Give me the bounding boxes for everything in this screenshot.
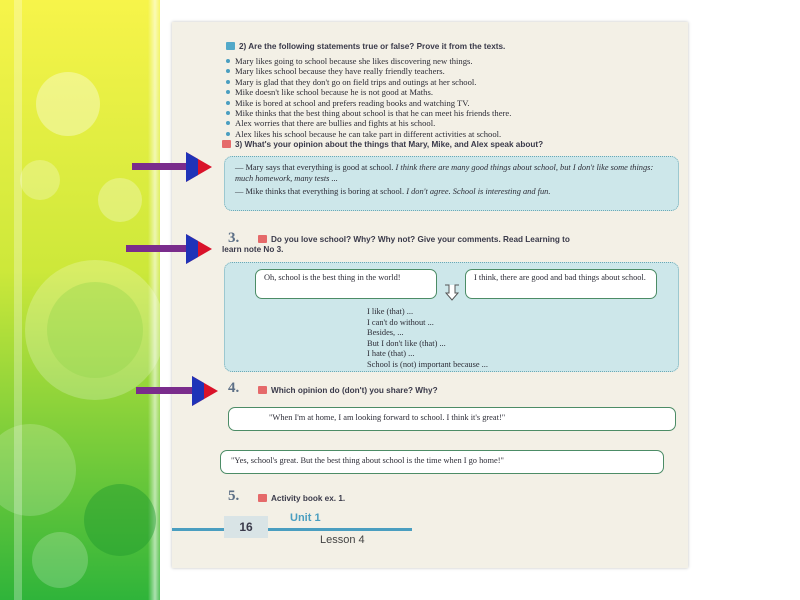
- lesson-label: Lesson 4: [320, 534, 365, 546]
- statement-item: Mary is glad that they don't go on field trips and outings at her school.: [226, 77, 676, 87]
- statement-item: Mike thinks that the best thing about school is that he can meet his friends there.: [226, 108, 676, 118]
- pointer-arrow-icon: [126, 232, 212, 266]
- phrase-item: School is (not) important because ...: [367, 359, 488, 369]
- statement-item: Mike is bored at school and prefers reading books and watching TV.: [226, 98, 676, 108]
- exercise-5-heading: Activity book ex. 1.: [258, 494, 345, 503]
- statement-item: Alex likes his school because he can take part in different activities at school.: [226, 129, 676, 139]
- useful-phrases-list: [367, 307, 488, 371]
- statement-item: Mary likes going to school because she likes discovering new things.: [226, 56, 676, 66]
- textbook-page: [172, 22, 688, 568]
- decorative-circle: [36, 72, 100, 136]
- statements-list: [226, 56, 676, 139]
- exercise-icon: [222, 140, 231, 148]
- mary-opinion-text: — Mary says that everything is good at school. I think there are many good things about school, but I don't like some things: much homework, many tests ...: [235, 163, 654, 183]
- mike-opinion-text: — Mike thinks that everything is boring at school. I don't agree. School is interesting and fun.: [235, 187, 551, 196]
- decorative-circle: [98, 178, 142, 222]
- decorative-background: [0, 0, 170, 600]
- page-number: 16: [224, 516, 268, 538]
- opinion-examples-box: [224, 156, 679, 211]
- statement-item: Alex worries that there are bullies and fights at his school.: [226, 118, 676, 128]
- phrase-item: I hate (that) ...: [367, 349, 415, 359]
- phrase-item: I like (that) ...: [367, 307, 414, 316]
- speech-bubble-left: Oh, school is the best thing in the world!: [255, 269, 437, 299]
- exercise-number: 4.: [228, 380, 240, 396]
- decorative-circle: [20, 160, 60, 200]
- exercise-icon: [258, 235, 267, 243]
- exercise-3-heading: Do you love school? Why? Why not? Give your comments. Read Learning to: [258, 235, 570, 244]
- pointer-arrow-icon: [132, 150, 212, 184]
- speech-bubble-right: I think, there are good and bad things about school.: [465, 269, 657, 299]
- phrase-item: Besides, ...: [367, 328, 404, 338]
- decorative-circle: [84, 484, 156, 556]
- decorative-circle: [32, 532, 88, 588]
- exercise-2-heading: 2) Are the following statements true or false? Prove it from the texts.: [226, 42, 505, 51]
- exercise-icon: [258, 386, 267, 394]
- quote-bubble-1: "When I'm at home, I am looking forward to school. I think it's great!": [228, 407, 676, 431]
- exercise-4-heading: Which opinion do (don't) you share? Why?: [258, 386, 438, 395]
- exercise-icon: [226, 42, 235, 50]
- pointer-arrow-icon: [136, 374, 218, 408]
- phrase-item: But I don't like (that) ...: [367, 338, 446, 348]
- decorative-circle: [47, 282, 143, 378]
- discussion-box: [224, 262, 679, 372]
- phrase-item: I can't do without ...: [367, 317, 434, 327]
- statement-item: Mary likes school because they have really friendly teachers.: [226, 66, 676, 76]
- quote-bubble-2: "Yes, school's great. But the best thing about school is the time when I go home!": [220, 450, 664, 474]
- exercise-icon: [258, 494, 267, 502]
- exercise-3-question-heading: 3) What's your opinion about the things that Mary, Mike, and Alex speak about?: [222, 140, 543, 149]
- unit-label: Unit 1: [290, 512, 321, 524]
- split-arrow-icon: [443, 283, 461, 301]
- exercise-number: 5.: [228, 488, 240, 504]
- statement-item: Mike doesn't like school because he is not good at Maths.: [226, 87, 676, 97]
- exercise-number: 3.: [228, 230, 240, 246]
- exercise-3-heading-line2: learn note No 3.: [222, 245, 284, 254]
